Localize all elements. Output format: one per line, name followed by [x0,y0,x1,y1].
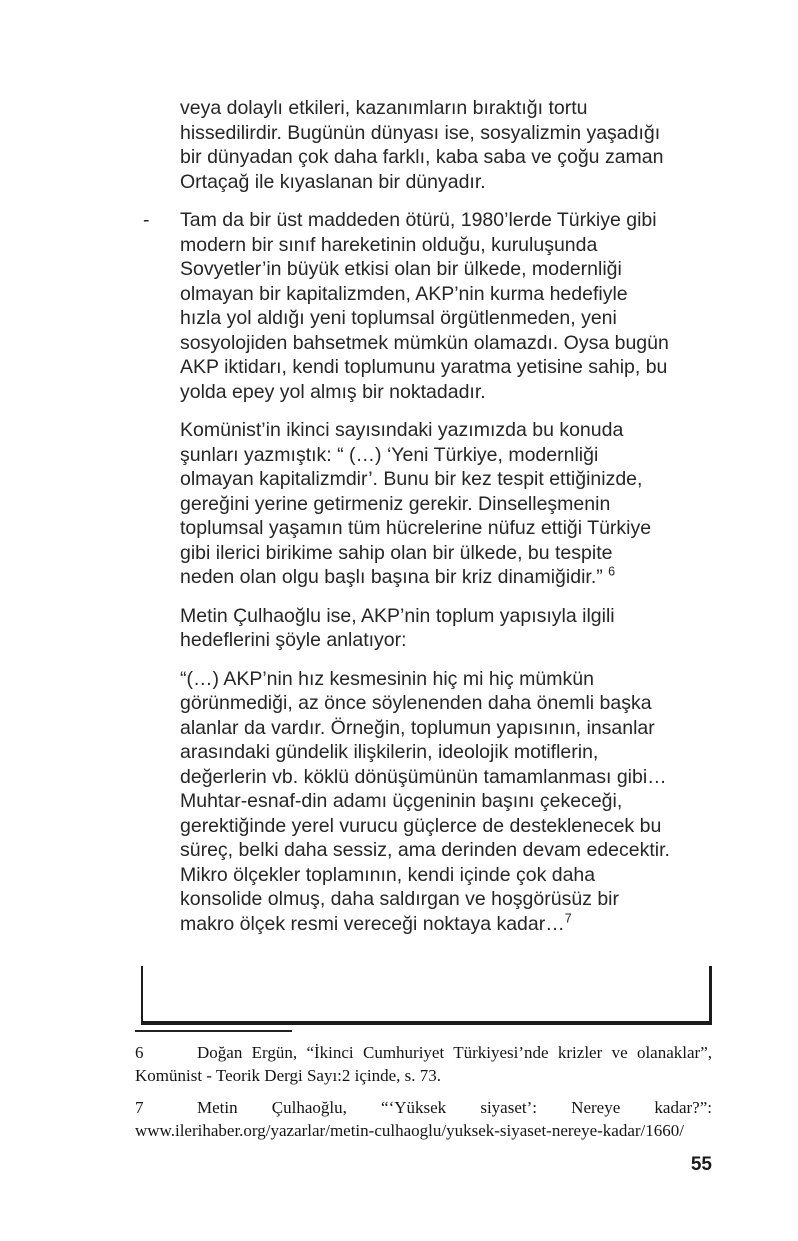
footnote-ref-7: 7 [564,911,572,925]
footnote-separator [135,1030,292,1032]
footnote [135,1097,712,1142]
paragraph-text: Metin Çulhaoğlu ise, AKP’nin toplum yapısıyla ilgili hedeflerini şöyle anlatıyor: [180,604,615,651]
quote-paragraph [180,667,670,937]
footnote-number: 6 [135,1043,144,1062]
paragraph-text: veya dolaylı etkileri, kazanımların bıraktığı tortu hissedilirdir. Bugünün dünyası ise, sosyalizmin yaşadığı bir dünyadan çok daha farklı, kaba saba ve çoğu zaman Ortaçağ ile kıyaslanan bir dünyadır. [180,97,664,193]
paragraph [180,96,670,194]
quote-paragraph [180,418,670,590]
body-text [143,96,670,950]
list-item [143,208,670,404]
footnote [135,1042,712,1087]
footnote-text: Doğan Ergün, “İkinci Cumhuriyet Türkiyesi’nde krizler ve olanaklar”, Komünist - Teorik Dergi Sayı:2 içinde, s. 73. [135,1043,712,1085]
footnote-ref-6: 6 [608,564,616,579]
paragraph-text: Tam da bir üst maddeden ötürü, 1980’lerde Türkiye gibi modern bir sınıf hareketinin olduğu, kuruluşunda Sovyetler’in büyük etkisi olan bir ülkede, modernliği olmayan bir kapitalizmden, AKP’nin kurma hedefiyle hızla yol aldığı yeni toplumsal örgütlenmeden, yeni sosyolojiden bahsetmek mümkün olamazdı. Oysa bugün AKP iktidarı, kendi toplumunu yaratma yetisine sahip, bu yolda epey yol almış bir noktadadır. [180,209,669,403]
paragraph-text: Komünist’in ikinci sayısındaki yazımızda bu konuda şunları yazmıştık: “ (…) ‘Yeni Türkiye, modernliği olmayan kapitalizmdir’. Bunu bir kez tespit ettiğinizde, gereğini yerine getirmeniz gerekir. Dinselleşmenin toplumsal yaşamın tüm hücrelerine nüfuz ettiği Türkiye gibi ilerici birikime sahip olan bir ülkede, bu tespite neden olan olgu başlı başına bir kriz dinamiğidir.” [180,419,652,588]
paragraph [180,604,670,653]
footnotes [135,1030,712,1152]
paragraph-text: “(…) AKP’nin hız kesmesinin hiç mi hiç mümkün görünmediği, az önce söylenenden daha önemli başka alanlar da vardır. Örneğin, toplumun yapısının, insanlar arasındaki gündelik ilişkilerin, ideolojik motiflerin, değerlerin vb. köklü dönüşümünün tamamlanması gibi… Muhtar-esnaf-din adamı üçgeninin başını çekeceği, gerektiğinde yerel vurucu güçlerce de desteklenecek bu süreç, belki daha sessiz, ama derinden devam edecektir. Mikro ölçekler toplamının, kendi içinde çok daha konsolide olmuş, daha saldırgan ve hoşgörüsüz bir makro ölçek resmi vereceği noktaya kadar… [180,667,670,935]
empty-frame-box [141,966,712,1025]
footnote-number: 7 [135,1098,144,1117]
dash-marker: - [143,209,150,231]
footnote-text: Metin Çulhaoğlu, “‘Yüksek siyaset’: Nereye kadar?”: www.ilerihaber.org/yazarlar/metin-culhaoglu/yuksek-siyaset-nereye-kadar/1660/ [135,1098,712,1140]
page-number: 55 [690,1154,712,1175]
